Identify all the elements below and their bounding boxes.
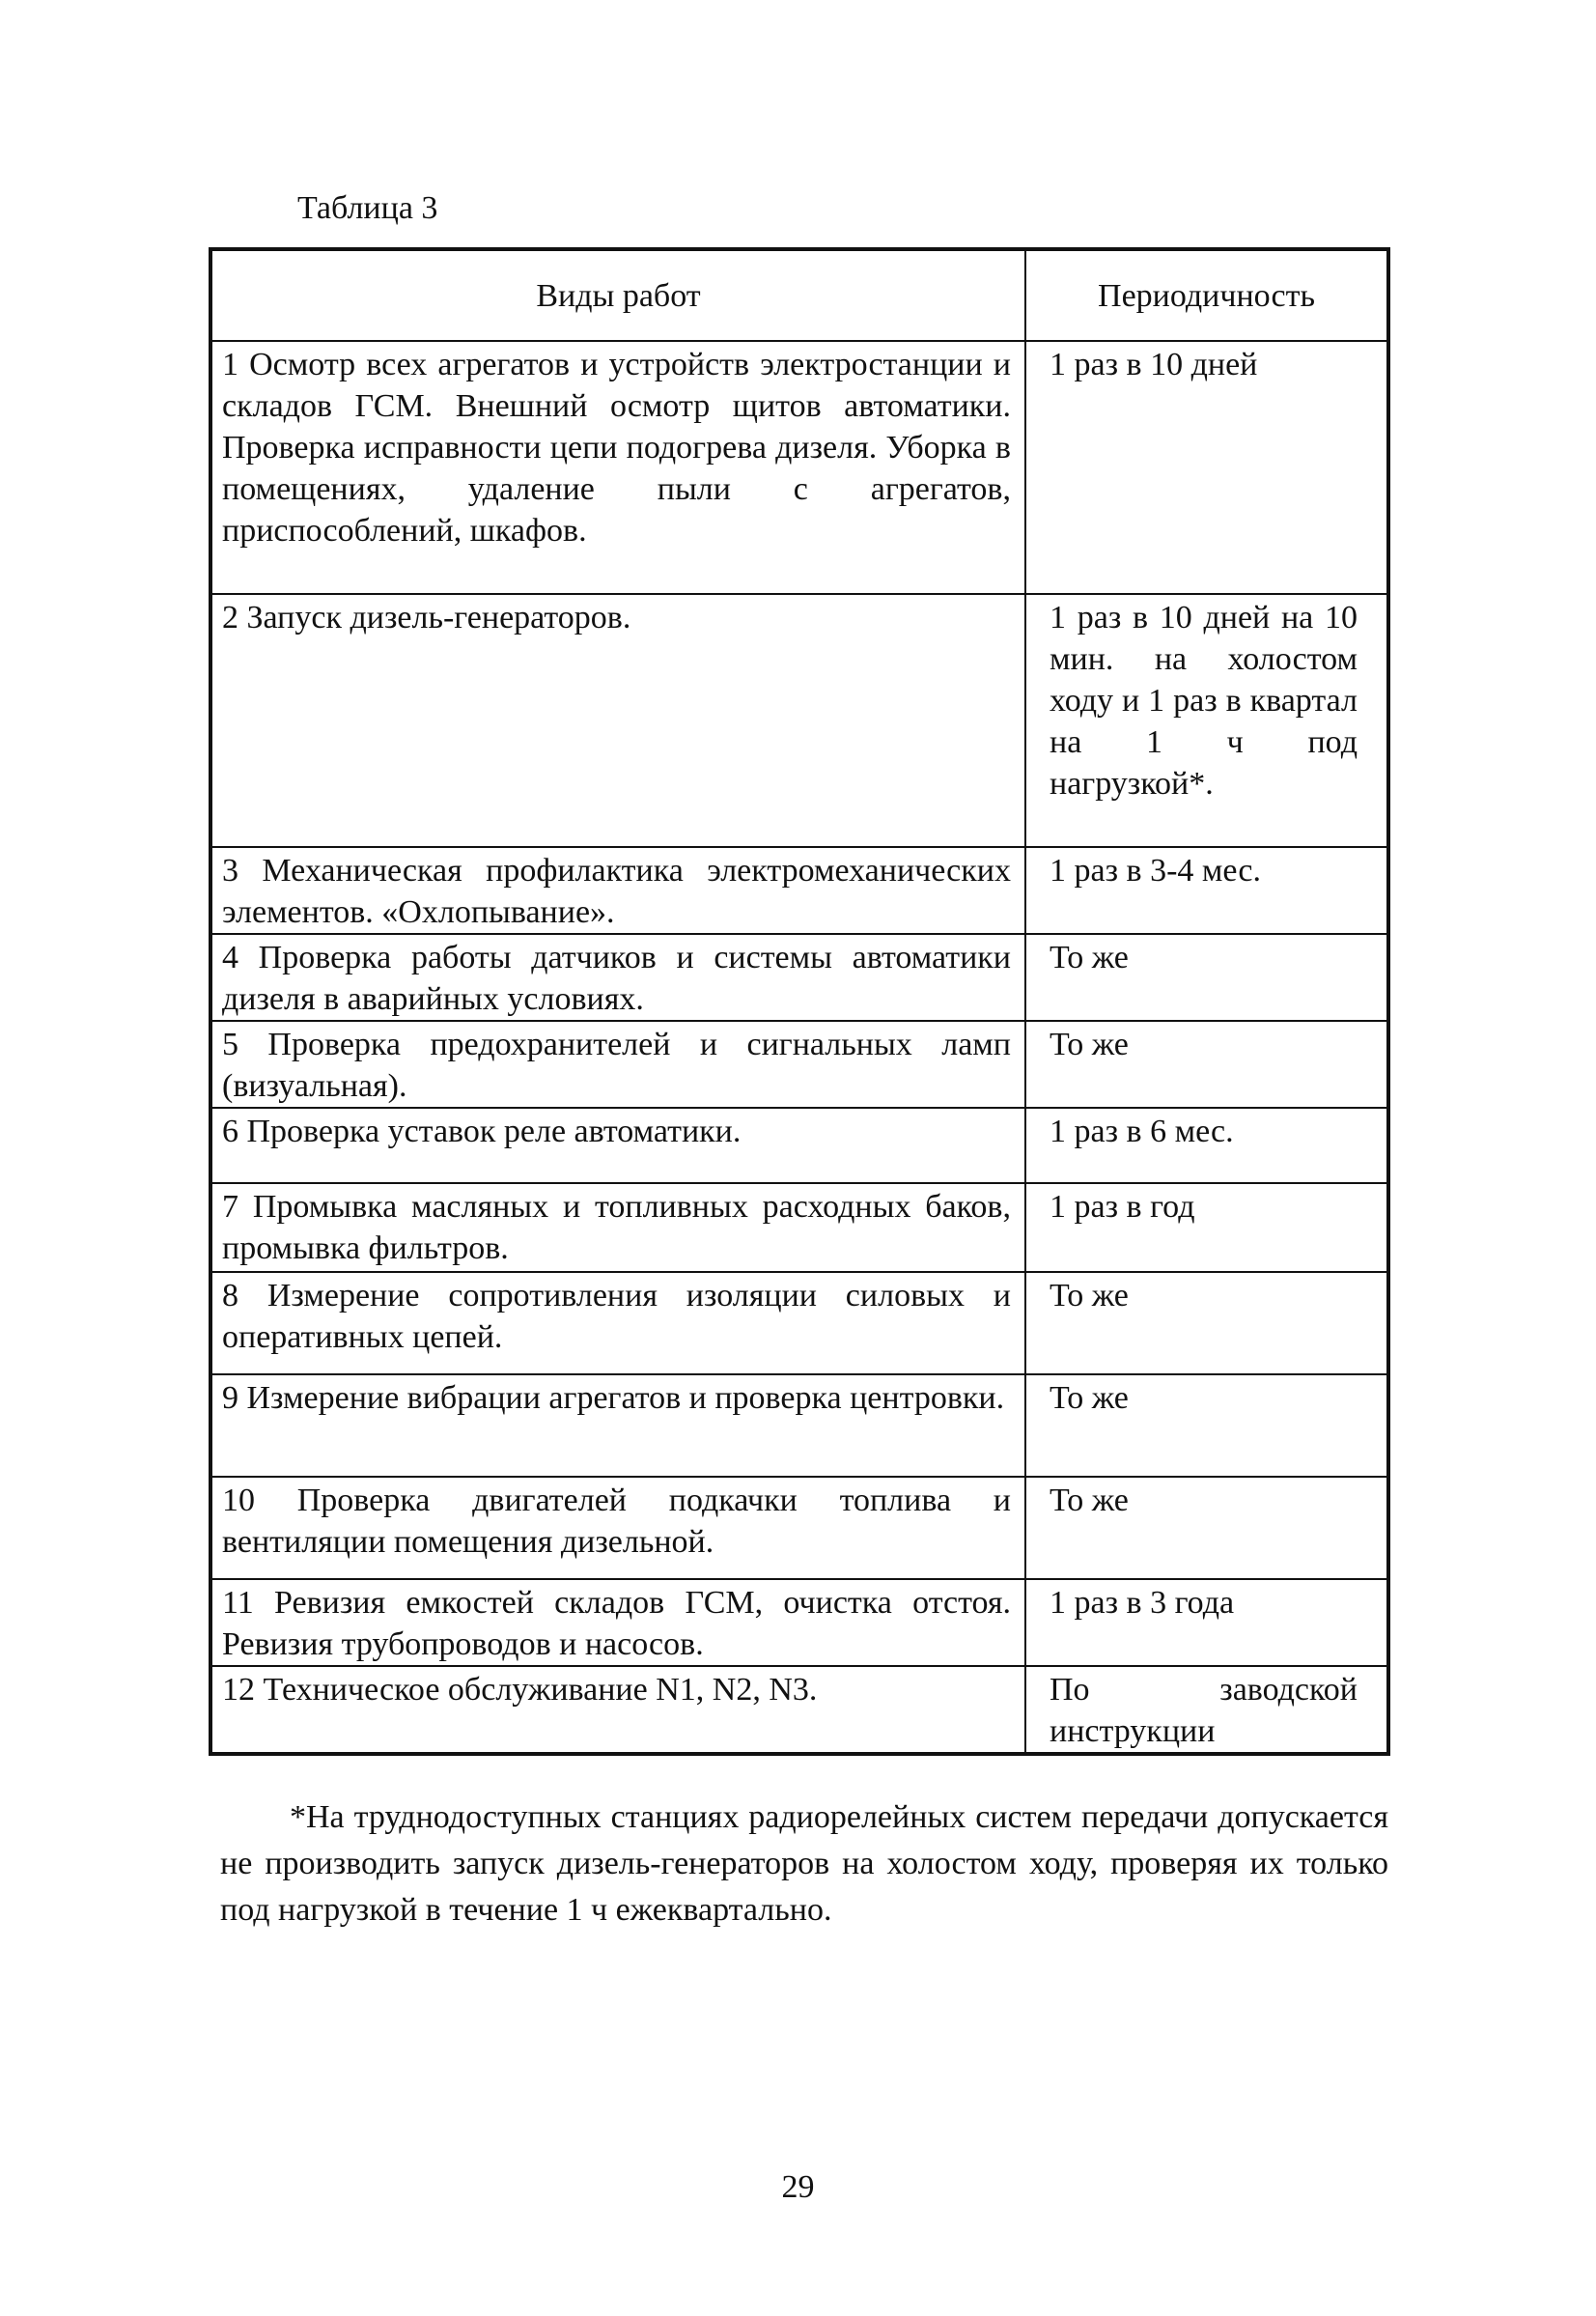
work-cell (210, 341, 1025, 594)
period-text: То же (1050, 1380, 1129, 1416)
period-text: По заводской инструкции (1050, 1672, 1358, 1749)
period-text: 1 раз в 3 года (1050, 1585, 1235, 1621)
period-text: То же (1050, 1027, 1129, 1062)
table-row (210, 1021, 1388, 1108)
work-text: 4 Проверка работы датчиков и системы автоматики дизеля в аварийных условиях. (222, 940, 1011, 1017)
table-row (210, 1666, 1388, 1754)
period-cell (1025, 934, 1388, 1021)
period-text: 1 раз в 10 дней на 10 мин. на холостом ходу и 1 раз в квартал на 1 ч под нагрузкой*. (1050, 600, 1358, 802)
work-text: 8 Измерение сопротивления изоляции силовых и оперативных цепей. (222, 1278, 1011, 1355)
table-row (210, 934, 1388, 1021)
maintenance-schedule-table (209, 247, 1390, 1756)
work-text: 2 Запуск дизель-генераторов. (222, 600, 631, 635)
period-text: То же (1050, 940, 1129, 975)
work-cell (210, 1374, 1025, 1477)
period-cell (1025, 1021, 1388, 1108)
table-row (210, 1477, 1388, 1579)
work-cell (210, 1183, 1025, 1272)
work-text: 12 Техническое обслуживание N1, N2, N3. (222, 1672, 818, 1708)
work-cell (210, 1108, 1025, 1183)
period-cell (1025, 341, 1388, 594)
work-text: 3 Механическая профилактика электромеханических элементов. «Охлопывание». (222, 853, 1011, 930)
period-cell (1025, 1272, 1388, 1374)
table-row (210, 1272, 1388, 1374)
period-cell (1025, 1183, 1388, 1272)
work-text: 5 Проверка предохранителей и сигнальных ламп (визуальная). (222, 1027, 1011, 1104)
work-cell (210, 934, 1025, 1021)
work-text: 1 Осмотр всех агрегатов и устройств электростанции и складов ГСМ. Внешний осмотр щитов автоматики. Проверка исправности цепи подогрева дизеля. Уборка в помещениях, удаление пыли с агрегатов, приспособлений, шкафов. (222, 347, 1011, 549)
header-periodicity: Периодичность (1025, 249, 1388, 341)
work-cell (210, 1477, 1025, 1579)
work-text: 9 Измерение вибрации агрегатов и проверка центровки. (222, 1380, 1005, 1416)
period-text: 1 раз в 3-4 мес. (1050, 853, 1261, 889)
table-row (210, 1183, 1388, 1272)
work-cell (210, 1579, 1025, 1666)
work-cell (210, 847, 1025, 934)
work-text: 11 Ревизия емкостей складов ГСМ, очистка отстоя. Ревизия трубопроводов и насосов. (222, 1585, 1011, 1662)
table-row (210, 341, 1388, 594)
table-caption: Таблица 3 (297, 190, 438, 226)
period-cell (1025, 847, 1388, 934)
work-cell (210, 1021, 1025, 1108)
table-row (210, 847, 1388, 934)
period-text: 1 раз в год (1050, 1189, 1195, 1225)
period-text: То же (1050, 1483, 1129, 1518)
table-row (210, 1374, 1388, 1477)
table-row (210, 594, 1388, 847)
table-row (210, 1108, 1388, 1183)
page-number: 29 (781, 2169, 815, 2205)
period-cell (1025, 594, 1388, 847)
period-text: 1 раз в 6 мес. (1050, 1114, 1234, 1149)
header-work-types: Виды работ (210, 249, 1025, 341)
work-text: 10 Проверка двигателей подкачки топлива и вентиляции помещения дизельной. (222, 1483, 1011, 1560)
work-text: 6 Проверка уставок реле автоматики. (222, 1114, 742, 1149)
work-cell (210, 1666, 1025, 1754)
period-text: 1 раз в 10 дней (1050, 347, 1258, 382)
work-cell (210, 594, 1025, 847)
period-cell (1025, 1477, 1388, 1579)
work-cell (210, 1272, 1025, 1374)
footnote: *На труднодоступных станциях радиорелейных систем передачи допускается не производить запуск дизель-генераторов на холостом ходу, проверяя их только под нагрузкой в течение 1 ч ежеквартально. (220, 1799, 1388, 1928)
period-cell (1025, 1666, 1388, 1754)
period-cell (1025, 1579, 1388, 1666)
table-row (210, 1579, 1388, 1666)
period-cell (1025, 1374, 1388, 1477)
work-text: 7 Промывка масляных и топливных расходных баков, промывка фильтров. (222, 1189, 1011, 1266)
table-header-row (210, 249, 1388, 341)
period-cell (1025, 1108, 1388, 1183)
period-text: То же (1050, 1278, 1129, 1313)
